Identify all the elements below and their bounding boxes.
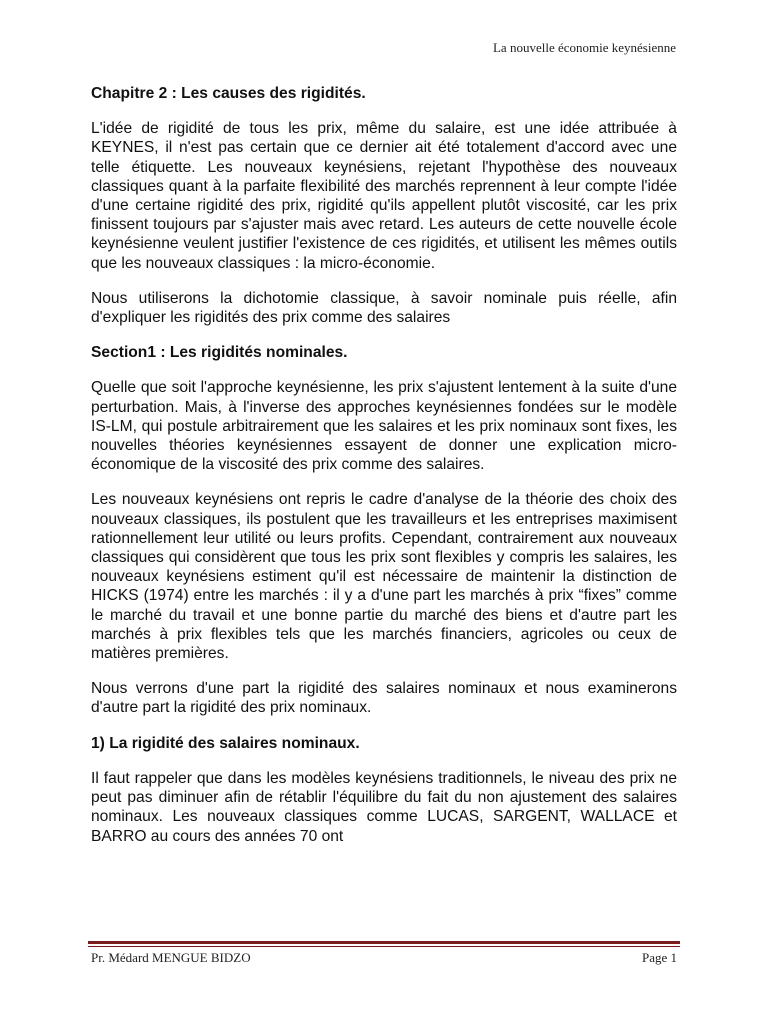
page-body (91, 84, 677, 862)
paragraph: Quelle que soit l'approche keynésienne, les prix s'ajustent lentement à la suite d'une perturbation. Mais, à l'inverse des approches keynésiennes fondées sur le modèle IS-LM, qui postule arbitrairement que les salaires et les prix nominaux sont fixes, les nouvelles théories keynésiennes essayent de donner une explication micro-économique de la viscosité des prix comme des salaires. (91, 379, 677, 474)
paragraph: Nous utiliserons la dichotomie classique, à savoir nominale puis réelle, afin d'expliquer les rigidités des prix comme des salaires (91, 289, 677, 327)
chapter-title: Chapitre 2 : Les causes des rigidités. (91, 85, 366, 102)
paragraph: Nous verrons d'une part la rigidité des salaires nominaux et nous examinerons d'autre part la rigidité des prix nominaux. (91, 680, 677, 717)
paragraph: Il faut rappeler que dans les modèles keynésiens traditionnels, le niveau des prix ne peut pas diminuer afin de rétablir l'équilibre du fait du non ajustement des salaires nominaux. Les nouveaux classiques comme LUCAS, SARGENT, WALLACE et BARRO au cours des années 70 ont (91, 769, 677, 845)
footer-rule-thin (88, 946, 680, 947)
footer-rule-thick (88, 941, 680, 944)
subsection-title: 1) La rigidité des salaires nominaux. (91, 734, 360, 752)
paragraph: Les nouveaux keynésiens ont repris le cadre d'analyse de la théorie des choix des nouveaux classiques, ils postulent que les travailleurs et les entreprises maximisent rationnellement leur utilité ou leurs profits. Cependant, contrairement aux nouveaux classiques qui considèrent que tous les prix sont flexibles y compris les salaires, les nouveaux keynésiens estiment qu'il est nécessaire de maintenir la distinction de HICKS (1974) entre les marchés : il y a d'une part les marchés à prix “fixes” comme le marché du travail et une bonne partie du marché des biens et d'autre part les marchés à prix flexibles tels que les marchés financiers, agricoles ou ceux de matières premières. (91, 491, 677, 663)
footer-author: Pr. Médard MENGUE BIDZO (91, 950, 251, 965)
running-header: La nouvelle économie keynésienne (492, 40, 676, 55)
footer-rule (88, 941, 680, 947)
section-title: Section1 : Les rigidités nominales. (91, 344, 348, 362)
page-number: Page 1 (641, 950, 677, 965)
paragraph: L'idée de rigidité de tous les prix, même du salaire, est une idée attribuée à KEYNES, il n'est pas certain que ce dernier ait été totalement d'accord avec une telle étiquette. Les nouveaux keynésiens, rejetant l'hypothèse des nouveaux classiques quant à la parfaite flexibilité des marchés reprennent à leur compte l'idée d'une certaine rigidité des prix, rigidité qu'ils appellent plutôt viscosité, car les prix finissent toujours par s'ajuster mais avec retard. Les auteurs de cette nouvelle école keynésienne veulent justifier l'existence de ces rigidités, et utilisent les mêmes outils que les nouveaux classiques : la micro-économie. (91, 120, 677, 272)
